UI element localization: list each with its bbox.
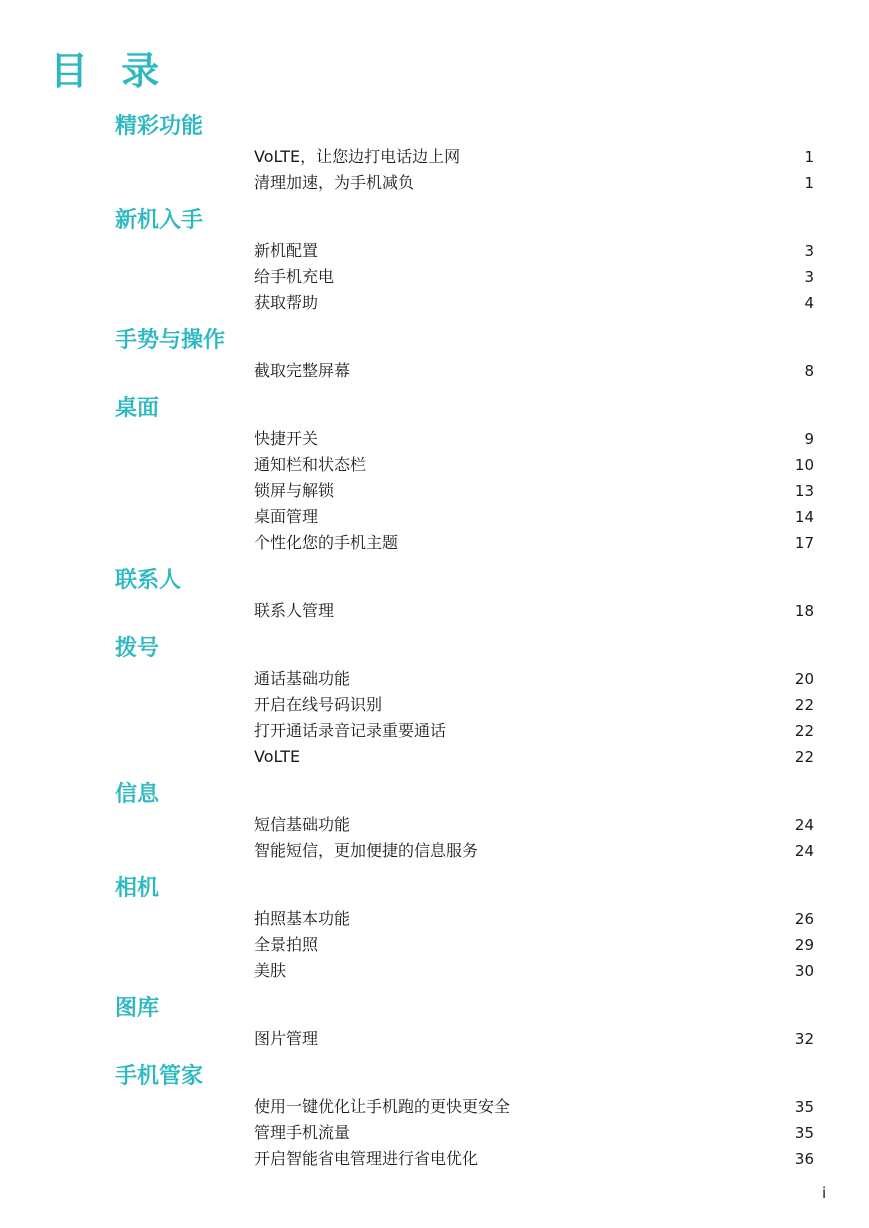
page-number: i — [822, 1184, 827, 1202]
section-spacer — [0, 556, 869, 564]
toc-entry[interactable] — [254, 598, 814, 624]
section-heading[interactable]: 手机管家 — [115, 1064, 204, 1089]
toc-entry-label: 个性化您的手机主题 — [254, 533, 399, 552]
toc-entry-page: 36 — [794, 1150, 814, 1168]
section-heading[interactable]: 联系人 — [115, 568, 182, 593]
toc-entry-page: 9 — [804, 430, 814, 448]
toc-entry[interactable] — [254, 932, 814, 958]
toc-entry-label: 截取完整屏幕 — [254, 361, 351, 380]
toc-entry-label: 图片管理 — [254, 1029, 319, 1048]
toc-entry[interactable] — [254, 812, 814, 838]
toc-entry[interactable] — [254, 452, 814, 478]
toc-entry-label: 通知栏和状态栏 — [254, 455, 367, 474]
toc-entry-page: 13 — [794, 482, 814, 500]
section-spacer — [0, 1052, 869, 1060]
toc-entry[interactable] — [254, 838, 814, 864]
toc-entry-page: 1 — [804, 174, 814, 192]
toc-section — [0, 778, 869, 872]
toc-entry-label: 获取帮助 — [254, 293, 319, 312]
toc-entry-page: 14 — [794, 508, 814, 526]
toc-entry-label: 给手机充电 — [254, 267, 335, 286]
toc-entry[interactable] — [254, 170, 814, 196]
toc-entry[interactable] — [254, 504, 814, 530]
toc-entry-label: 通话基础功能 — [254, 669, 351, 688]
toc-section — [0, 324, 869, 392]
toc-section — [0, 564, 869, 632]
toc-entry-label: 快捷开关 — [254, 429, 319, 448]
section-heading[interactable]: 桌面 — [115, 396, 160, 421]
toc-entry-label: 全景拍照 — [254, 935, 319, 954]
toc-entry[interactable] — [254, 906, 814, 932]
toc-entry-label: 桌面管理 — [254, 507, 319, 526]
toc-section — [0, 110, 869, 204]
section-heading[interactable]: 图库 — [115, 996, 160, 1021]
section-heading[interactable]: 手势与操作 — [115, 328, 226, 353]
toc-section — [0, 204, 869, 324]
toc-entry[interactable] — [254, 1094, 814, 1120]
toc-entry[interactable] — [254, 358, 814, 384]
toc-entry-label: 开启智能省电管理进行省电优化 — [254, 1149, 479, 1168]
toc-entry-label: 锁屏与解锁 — [254, 481, 335, 500]
toc-entry-page: 30 — [794, 962, 814, 980]
toc-entry-page: 10 — [794, 456, 814, 474]
toc-entry-label: 管理手机流量 — [254, 1123, 351, 1142]
toc-entry-page: 3 — [804, 268, 814, 286]
toc-entry[interactable] — [254, 1026, 814, 1052]
section-heading[interactable]: 精彩功能 — [115, 114, 204, 139]
toc-entry-page: 35 — [794, 1098, 814, 1116]
toc-entry[interactable] — [254, 290, 814, 316]
toc-title: 目 录 — [50, 49, 170, 93]
toc-entry-page: 29 — [794, 936, 814, 954]
toc-entry-label: 拍照基本功能 — [254, 909, 351, 928]
toc-entry[interactable] — [254, 744, 814, 770]
section-spacer — [0, 770, 869, 778]
toc-section — [0, 392, 869, 564]
section-heading[interactable]: 相机 — [115, 876, 160, 901]
toc-entry-label: 使用一键优化让手机跑的更快更安全 — [254, 1097, 511, 1116]
section-spacer — [0, 624, 869, 632]
toc-entry-label: 新机配置 — [254, 241, 319, 260]
toc-entry[interactable] — [254, 1146, 814, 1172]
toc-entry-page: 22 — [794, 748, 814, 766]
toc-section — [0, 872, 869, 992]
toc-section — [0, 632, 869, 778]
toc-entry-page: 22 — [794, 696, 814, 714]
toc-section — [0, 992, 869, 1060]
toc-entry[interactable] — [254, 958, 814, 984]
section-heading[interactable]: 信息 — [115, 782, 160, 807]
toc-entry-label: 联系人管理 — [254, 601, 335, 620]
toc-entry[interactable] — [254, 692, 814, 718]
toc-entry-label: 短信基础功能 — [254, 815, 351, 834]
toc-entry-label: 打开通话录音记录重要通话 — [254, 721, 447, 740]
section-heading[interactable]: 拨号 — [115, 636, 160, 661]
section-spacer — [0, 984, 869, 992]
toc-entry-label: 开启在线号码识别 — [254, 695, 383, 714]
toc-entry[interactable] — [254, 478, 814, 504]
toc-entry[interactable] — [254, 530, 814, 556]
toc-entry-page: 17 — [794, 534, 814, 552]
toc-entry-page: 24 — [794, 816, 814, 834]
section-spacer — [0, 864, 869, 872]
toc-entry-page: 32 — [794, 1030, 814, 1048]
toc-entry-label: 清理加速，为手机减负 — [254, 173, 415, 192]
toc-entry-page: 4 — [804, 294, 814, 312]
toc-entry-page: 8 — [804, 362, 814, 380]
section-spacer — [0, 1172, 869, 1180]
section-heading[interactable]: 新机入手 — [115, 208, 204, 233]
toc-entry-page: 35 — [794, 1124, 814, 1142]
toc-entry[interactable] — [254, 426, 814, 452]
toc-entry[interactable] — [254, 144, 814, 170]
toc-entry-page: 24 — [794, 842, 814, 860]
section-spacer — [0, 196, 869, 204]
toc-sections — [0, 110, 869, 1180]
section-spacer — [0, 316, 869, 324]
toc-entry[interactable] — [254, 238, 814, 264]
toc-entry-page: 18 — [794, 602, 814, 620]
toc-entry-page: 22 — [794, 722, 814, 740]
toc-entry-label: VoLTE，让您边打电话边上网 — [254, 147, 461, 166]
toc-entry[interactable] — [254, 264, 814, 290]
toc-entry-label: 美肤 — [254, 961, 287, 980]
toc-entry-page: 26 — [794, 910, 814, 928]
section-spacer — [0, 384, 869, 392]
toc-entry-page: 20 — [794, 670, 814, 688]
toc-entry[interactable] — [254, 1120, 814, 1146]
toc-entry-page: 3 — [804, 242, 814, 260]
toc-section — [0, 1060, 869, 1180]
toc-entry-label: 智能短信，更加便捷的信息服务 — [254, 841, 479, 860]
toc-entry[interactable] — [254, 718, 814, 744]
toc-entry[interactable] — [254, 666, 814, 692]
toc-entry-page: 1 — [804, 148, 814, 166]
toc-entry-label: VoLTE — [254, 747, 301, 766]
